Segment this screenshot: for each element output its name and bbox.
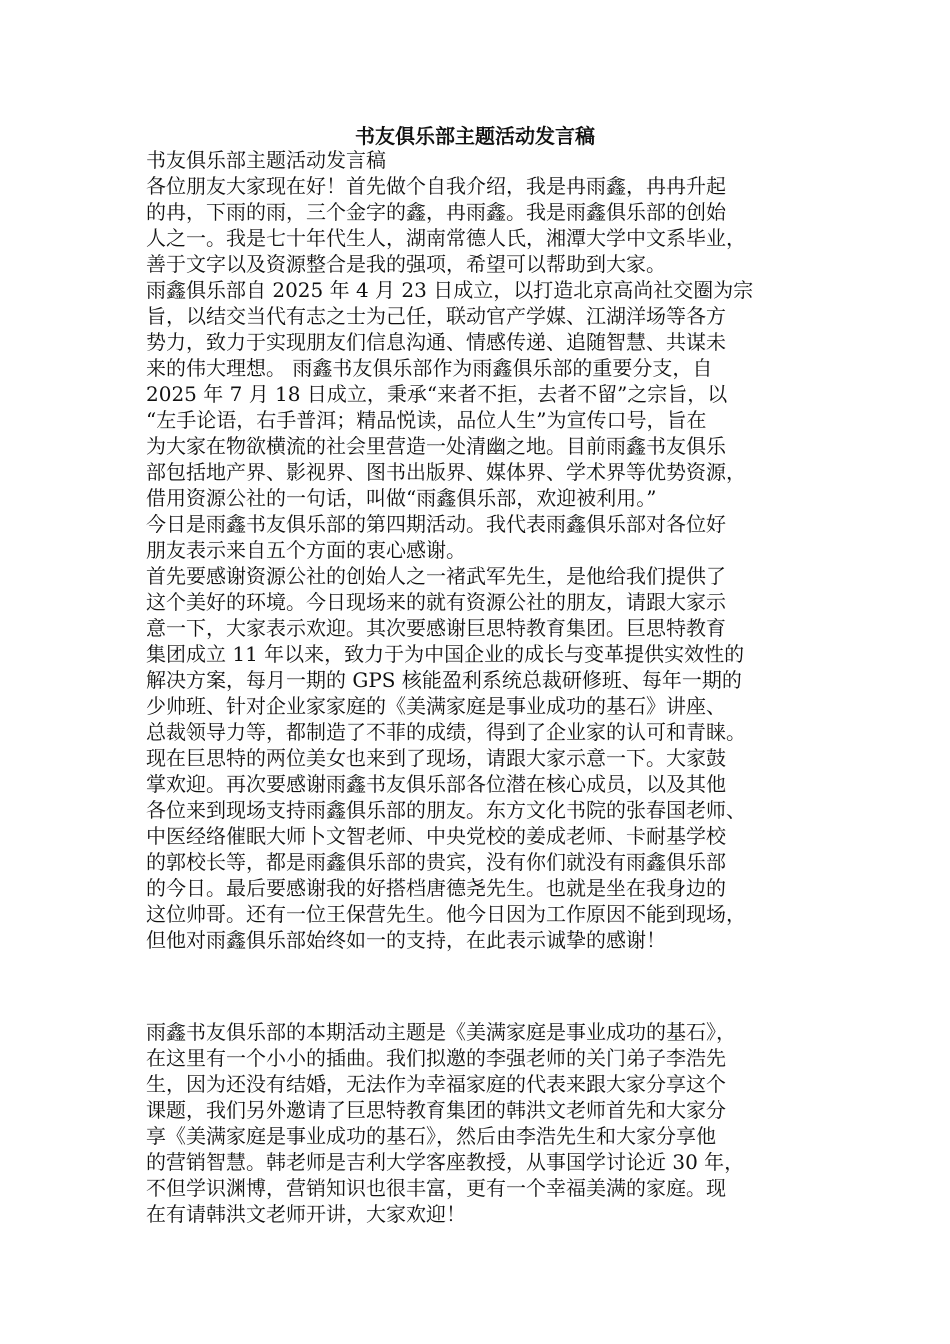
body-line: 今日是雨鑫书友俱乐部的第四期活动。我代表雨鑫俱乐部对各位好 [146, 512, 726, 536]
body-line: 掌欢迎。再次要感谢雨鑫书友俱乐部各位潜在核心成员，以及其他 [146, 772, 726, 796]
body-line: 借用资源公社的一句话，叫做“雨鑫俱乐部，欢迎被利用。” [146, 486, 657, 510]
document-title: 书友俱乐部主题活动发言稿 [355, 124, 595, 148]
body-line: 首先要感谢资源公社的创始人之一褚武军先生，是他给我们提供了 [146, 564, 726, 588]
body-line: 势力，致力于实现朋友们信息沟通、情感传递、追随智慧、共谋未 [146, 330, 726, 354]
body-line: 总裁领导力等，都制造了不菲的成绩，得到了企业家的认可和青睐。 [146, 720, 746, 744]
body-line: 不但学识渊博，营销知识也很丰富，更有一个幸福美满的家庭。现 [146, 1176, 726, 1200]
body-line: 2025 年 7 月 18 日成立，秉承“来者不拒，去者不留”之宗旨，以 [146, 382, 728, 406]
body-line: 现在巨思特的两位美女也来到了现场，请跟大家示意一下。大家鼓 [146, 746, 726, 770]
body-line: 少帅班、针对企业家家庭的《美满家庭是事业成功的基石》讲座、 [146, 694, 726, 718]
body-line: 雨鑫书友俱乐部的本期活动主题是《美满家庭是事业成功的基石》， [146, 1020, 736, 1044]
body-line: 课题，我们另外邀请了巨思特教育集团的韩洪文老师首先和大家分 [146, 1098, 726, 1122]
body-line: 为大家在物欲横流的社会里营造一处清幽之地。目前雨鑫书友俱乐 [146, 434, 726, 458]
body-line: 部包括地产界、影视界、图书出版界、媒体界、学术界等优势资源， [146, 460, 746, 484]
body-line: 在有请韩洪文老师开讲，大家欢迎！ [146, 1202, 466, 1226]
body-line: “左手论语，右手普洱；精品悦读，品位人生”为宣传口号，旨在 [146, 408, 707, 432]
body-line: 善于文字以及资源整合是我的强项，希望可以帮助到大家。 [146, 252, 666, 276]
body-line: 的营销智慧。韩老师是吉利大学客座教授，从事国学讨论近 30 年， [146, 1150, 745, 1174]
blank-line [146, 973, 812, 999]
body-line: 中医经络催眠大师卜文智老师、中央党校的姜成老师、卡耐基学校 [146, 824, 726, 848]
body-line: 书友俱乐部主题活动发言稿 [146, 148, 386, 172]
body-line: 享《美满家庭是事业成功的基石》，然后由李浩先生和大家分享他 [146, 1124, 716, 1148]
body-line: 来的伟大理想。 雨鑫书友俱乐部作为雨鑫俱乐部的重要分支，自 [146, 356, 713, 380]
body-line: 但他对雨鑫俱乐部始终如一的支持，在此表示诚挚的感谢！ [146, 928, 666, 952]
body-line: 各位朋友大家现在好！首先做个自我介绍，我是冉雨鑫，冉冉升起 [146, 174, 726, 198]
body-line: 的冉，下雨的雨，三个金字的鑫，冉雨鑫。我是雨鑫俱乐部的创始 [146, 200, 726, 224]
body-line: 这位帅哥。还有一位王保营先生。他今日因为工作原因不能到现场， [146, 902, 746, 926]
body-line: 这个美好的环境。今日现场来的就有资源公社的朋友，请跟大家示 [146, 590, 726, 614]
body-line: 旨，以结交当代有志之士为己任，联动官产学媒、江湖洋场等各方 [146, 304, 726, 328]
body-line: 雨鑫俱乐部自 2025 年 4 月 23 日成立，以打造北京高尚社交圈为宗 [146, 278, 754, 302]
body-line: 的今日。最后要感谢我的好搭档唐德尧先生。也就是坐在我身边的 [146, 876, 726, 900]
body-line: 朋友表示来自五个方面的衷心感谢。 [146, 538, 466, 562]
body-line: 各位来到现场支持雨鑫俱乐部的朋友。东方文化书院的张春国老师、 [146, 798, 746, 822]
body-line: 解决方案，每月一期的 GPS 核能盈利系统总裁研修班、每年一期的 [146, 668, 742, 692]
body-line: 生，因为还没有结婚，无法作为幸福家庭的代表来跟大家分享这个 [146, 1072, 726, 1096]
body-line: 在这里有一个小小的插曲。我们拟邀的李强老师的关门弟子李浩先 [146, 1046, 726, 1070]
body-line: 人之一。我是七十年代生人，湖南常德人氏，湘潭大学中文系毕业， [146, 226, 746, 250]
document-body [146, 147, 812, 1227]
body-line: 集团成立 11 年以来，致力于为中国企业的成长与变革提供实效性的 [146, 642, 745, 666]
body-line: 意一下，大家表示欢迎。其次要感谢巨思特教育集团。巨思特教育 [146, 616, 726, 640]
body-line: 的郭校长等，都是雨鑫俱乐部的贵宾，没有你们就没有雨鑫俱乐部 [146, 850, 726, 874]
